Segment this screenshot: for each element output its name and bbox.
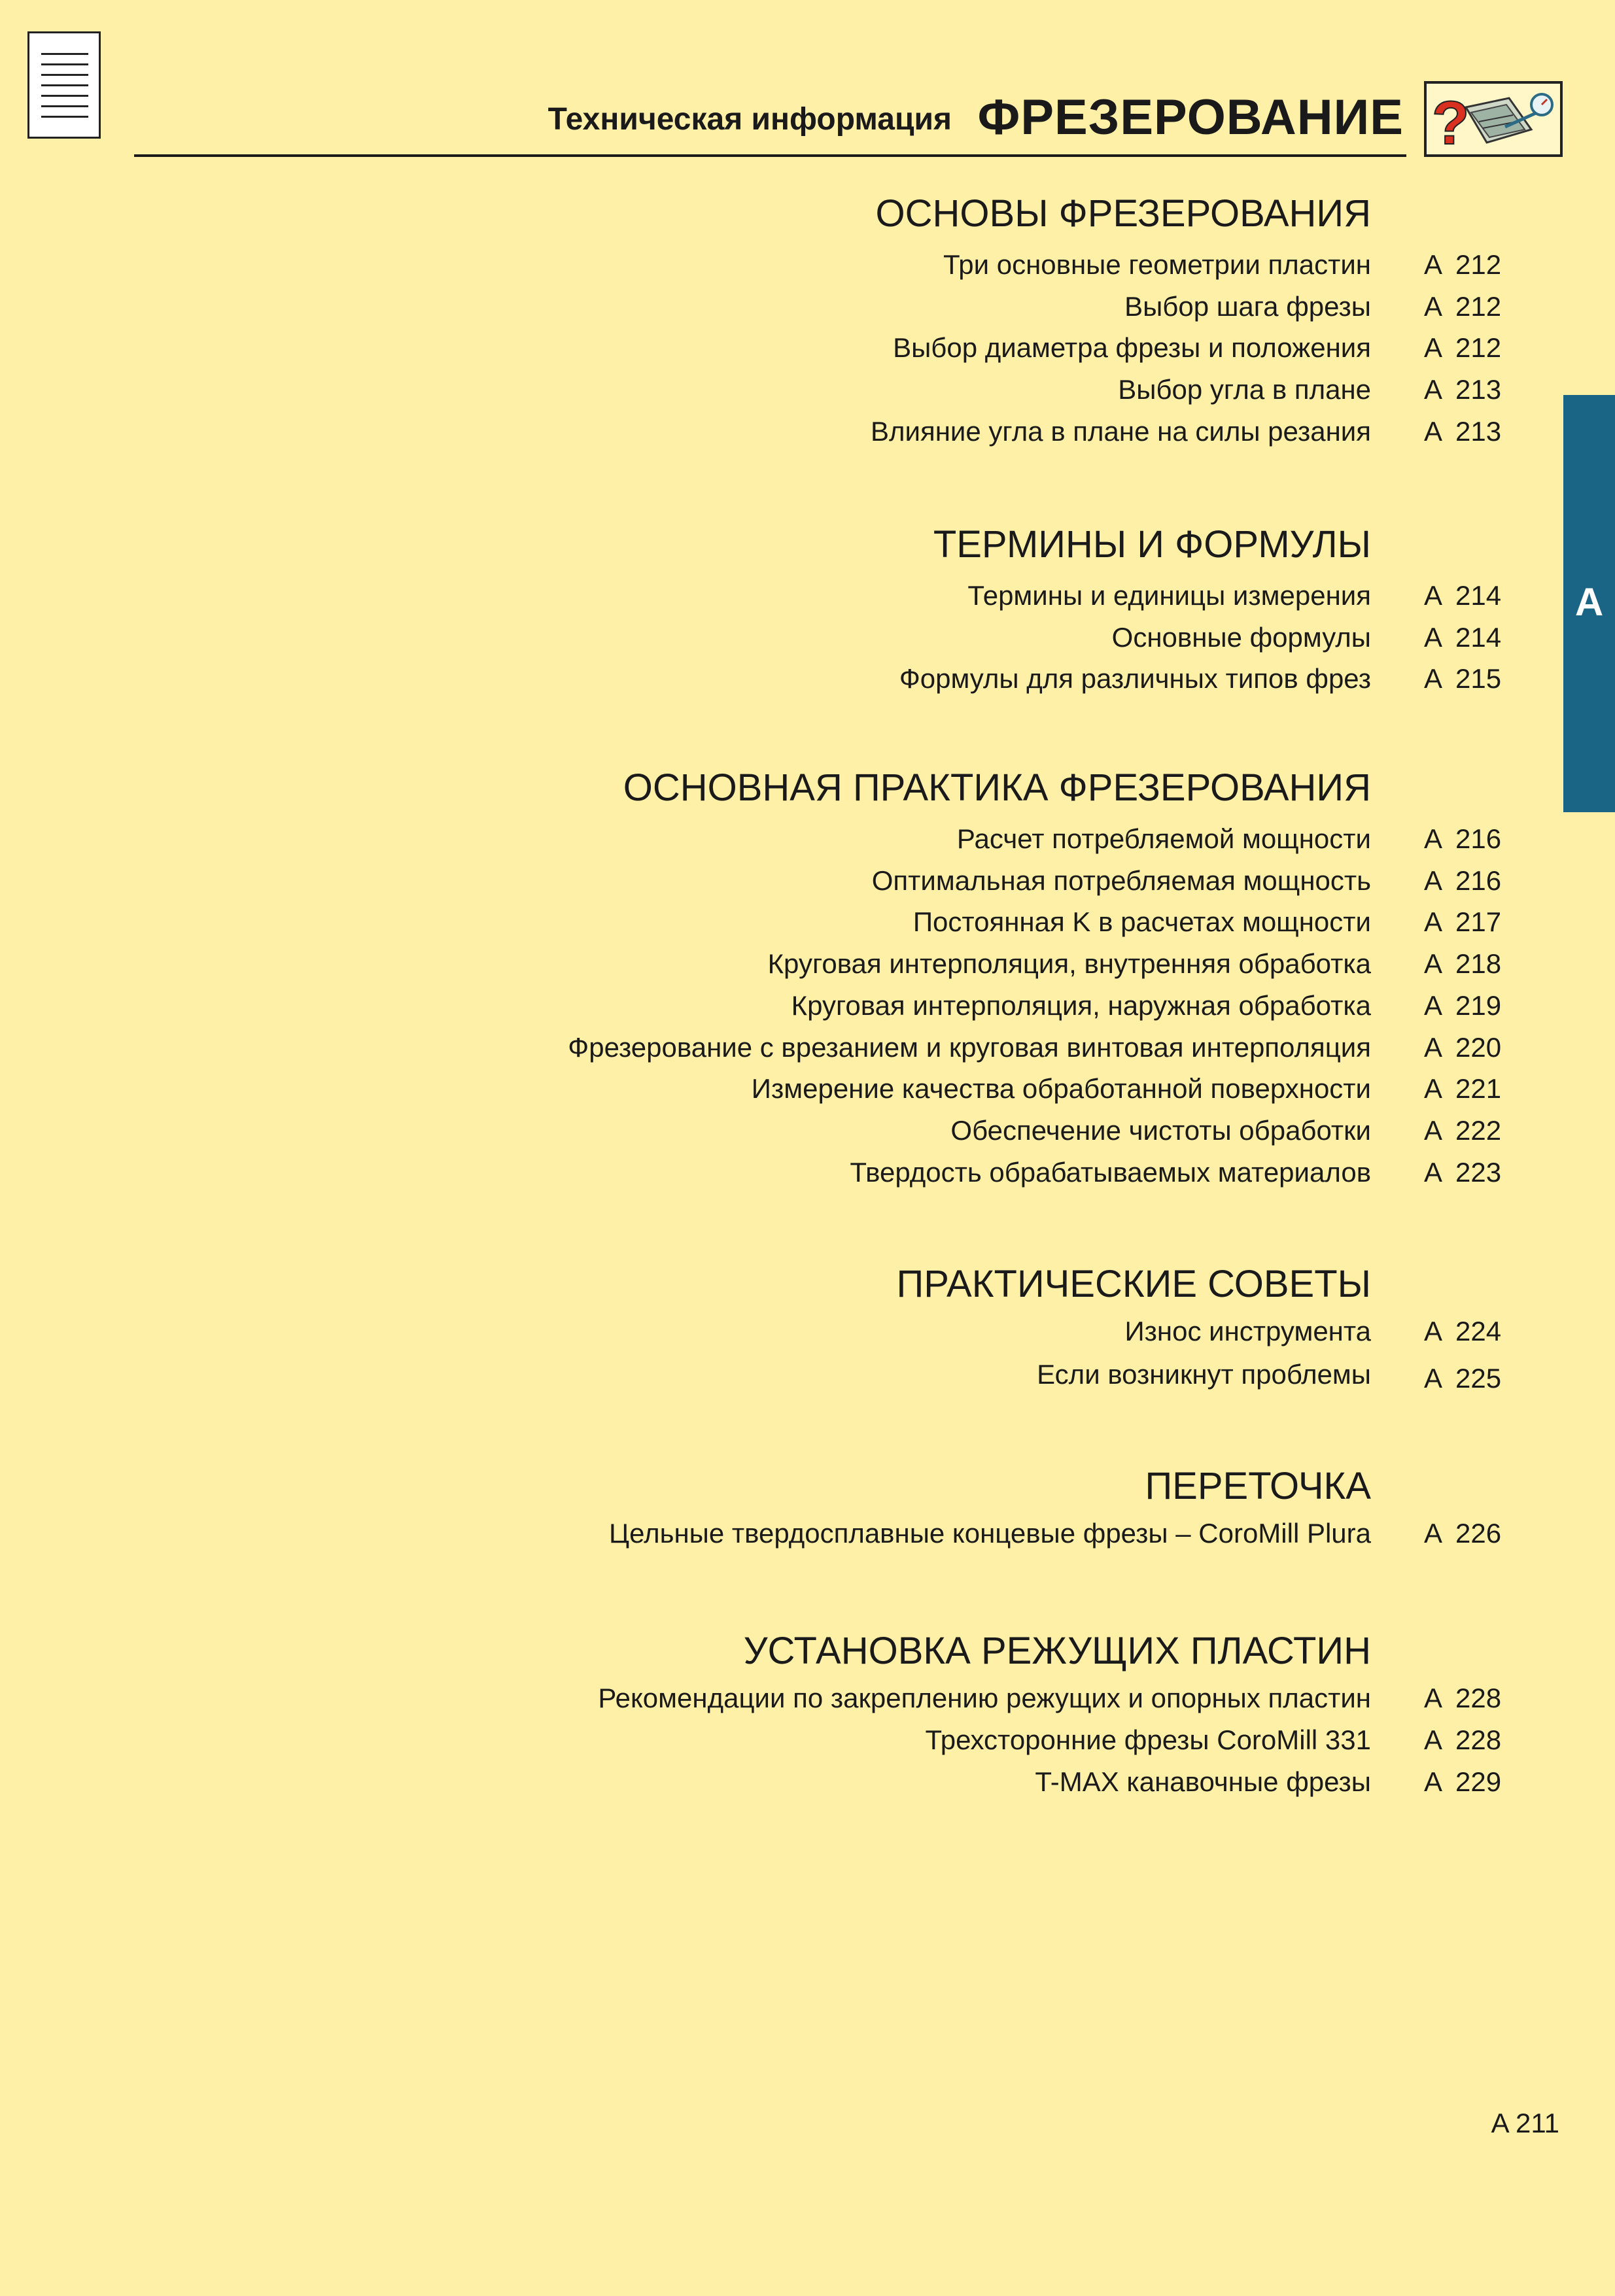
toc-entry-page: 212 (1455, 291, 1502, 322)
toc-entry[interactable] (0, 990, 1615, 1032)
toc-entry-page: 213 (1455, 374, 1502, 405)
toc-entry-prefix: A (1424, 1363, 1443, 1394)
toc-entry-page: 217 (1455, 906, 1502, 937)
toc-entry[interactable] (0, 1115, 1615, 1157)
toc-entry-label: Выбор шага фрезы (1124, 291, 1371, 322)
toc-entry-label: Термины и единицы измерения (967, 580, 1371, 611)
toc-entry[interactable] (0, 663, 1615, 705)
toc-entry[interactable] (0, 416, 1615, 458)
toc-entry[interactable] (0, 1683, 1615, 1724)
toc-entry-label: Трехсторонние фрезы CoroMill 331 (925, 1724, 1371, 1755)
toc-entry-page: 216 (1455, 823, 1502, 854)
header-subtitle: Техническая информация (547, 102, 952, 137)
toc-entry-page: 214 (1455, 580, 1502, 611)
toc-entry-page: 214 (1455, 622, 1502, 653)
toc-entry-label: Фрезерование с врезанием и круговая винтовая интерполяция (568, 1032, 1371, 1063)
page-number: A 211 (1491, 2108, 1559, 2138)
toc-entry-prefix: A (1424, 1073, 1443, 1104)
toc-entry-page: 215 (1455, 663, 1502, 694)
toc-entry-page: 218 (1455, 948, 1502, 979)
section-title: ОСНОВНАЯ ПРАКТИКА ФРЕЗЕРОВАНИЯ (623, 766, 1371, 809)
toc-entry[interactable] (0, 249, 1615, 291)
toc-entry-prefix: A (1424, 291, 1443, 322)
toc-entry-label: Выбор диаметра фрезы и положения (893, 332, 1371, 363)
toc-entry-page: 212 (1455, 249, 1502, 280)
toc-entry-page: 229 (1455, 1766, 1502, 1797)
toc-entry-page: 226 (1455, 1518, 1502, 1549)
toc-entry-prefix: A (1424, 249, 1443, 280)
toc-entry[interactable] (0, 622, 1615, 664)
toc-entry-label: Измерение качества обработанной поверхности (751, 1073, 1371, 1104)
question-tools-icon (1424, 81, 1563, 157)
toc-entry-page: 225 (1455, 1363, 1502, 1394)
toc-entry[interactable] (0, 1157, 1615, 1199)
toc-entry-prefix: A (1424, 1766, 1443, 1797)
toc-entry-prefix: A (1424, 622, 1443, 653)
toc-entry-label: Круговая интерполяция, внутренняя обработка (767, 948, 1371, 979)
toc-entry-page: 223 (1455, 1157, 1502, 1188)
document-icon (27, 31, 101, 139)
toc-entry[interactable] (0, 374, 1615, 416)
toc-entry-page: 212 (1455, 332, 1502, 363)
toc-entry[interactable] (0, 1724, 1615, 1766)
toc-entry-label: Обеспечение чистоты обработки (950, 1115, 1371, 1146)
toc-entry[interactable] (0, 948, 1615, 990)
section-title: УСТАНОВКА РЕЖУЩИХ ПЛАСТИН (743, 1630, 1371, 1672)
section-title: ТЕРМИНЫ И ФОРМУЛЫ (933, 523, 1371, 566)
toc-entry-prefix: A (1424, 865, 1443, 896)
toc-entry-label: Влияние угла в плане на силы резания (870, 416, 1371, 447)
toc-entry-prefix: A (1424, 416, 1443, 447)
toc-entry-prefix: A (1424, 1157, 1443, 1188)
section-title: ПЕРЕТОЧКА (1145, 1465, 1371, 1507)
toc-entry-label: Круговая интерполяция, наружная обработка (791, 990, 1371, 1021)
toc-entry-label: Формулы для различных типов фрез (899, 663, 1371, 694)
toc-entry[interactable] (0, 1316, 1615, 1358)
toc-entry-page: 220 (1455, 1032, 1502, 1063)
toc-entry-label: Цельные твердосплавные концевые фрезы – CoroMill Plura (609, 1518, 1371, 1549)
toc-entry-label: Оптимальная потребляемая мощность (871, 865, 1371, 896)
toc-entry-page: 216 (1455, 865, 1502, 896)
toc-entry-label: Расчет потребляемой мощности (956, 823, 1371, 854)
toc-entry-prefix: A (1424, 948, 1443, 979)
header-divider (134, 154, 1406, 157)
toc-entry-prefix: A (1424, 1724, 1443, 1755)
toc-entry-prefix: A (1424, 906, 1443, 937)
toc-entry-page: 213 (1455, 416, 1502, 447)
section-tab-letter: A (1574, 580, 1604, 624)
page-title: ФРЕЗЕРОВАНИЕ (977, 90, 1404, 145)
toc-entry-prefix: A (1424, 663, 1443, 694)
toc-entry-prefix: A (1424, 823, 1443, 854)
toc-entry-prefix: A (1424, 1316, 1443, 1346)
toc-entry-page: 219 (1455, 990, 1502, 1021)
toc-entry-page: 224 (1455, 1316, 1502, 1346)
toc-entry-prefix: A (1424, 990, 1443, 1021)
toc-entry-prefix: A (1424, 1115, 1443, 1146)
toc-entry[interactable] (0, 823, 1615, 865)
toc-entry-page: 222 (1455, 1115, 1502, 1146)
toc-entry-prefix: A (1424, 374, 1443, 405)
toc-entry-label: Три основные геометрии пластин (943, 249, 1371, 280)
toc-entry-page: 221 (1455, 1073, 1502, 1104)
toc-entry-page: 228 (1455, 1683, 1502, 1713)
svg-text:?: ? (1432, 88, 1470, 154)
toc-entry-prefix: A (1424, 1032, 1443, 1063)
toc-entry-label: T-MAX канавочные фрезы (1035, 1766, 1371, 1797)
toc-entry[interactable] (0, 1766, 1615, 1808)
toc-entry-label: Износ инструмента (1124, 1316, 1371, 1346)
toc-entry-page: 228 (1455, 1724, 1502, 1755)
section-title: ПРАКТИЧЕСКИЕ СОВЕТЫ (896, 1263, 1371, 1305)
toc-entry[interactable] (0, 1518, 1615, 1560)
toc-entry-label: Рекомендации по закреплению режущих и опорных пластин (598, 1683, 1371, 1713)
toc-entry-label: Основные формулы (1111, 622, 1371, 653)
toc-entry[interactable] (0, 580, 1615, 622)
toc-entry-prefix: A (1424, 1518, 1443, 1549)
toc-entry[interactable] (0, 906, 1615, 948)
toc-entry-label: Твердость обрабатываемых материалов (850, 1157, 1371, 1188)
toc-entry-label: Выбор угла в плане (1118, 374, 1371, 405)
toc-entry-prefix: A (1424, 1683, 1443, 1713)
toc-entry[interactable] (0, 865, 1615, 907)
toc-entry[interactable] (0, 1359, 1615, 1401)
toc-entry[interactable] (0, 332, 1615, 374)
toc-entry-label: Если возникнут проблемы (1037, 1359, 1371, 1390)
toc-entry-prefix: A (1424, 580, 1443, 611)
toc-entry[interactable] (0, 291, 1615, 333)
toc-entry-prefix: A (1424, 332, 1443, 363)
toc-entry[interactable] (0, 1032, 1615, 1074)
section-title: ОСНОВЫ ФРЕЗЕРОВАНИЯ (875, 192, 1371, 235)
toc-entry[interactable] (0, 1073, 1615, 1115)
toc-entry-label: Постоянная K в расчетах мощности (912, 906, 1371, 937)
